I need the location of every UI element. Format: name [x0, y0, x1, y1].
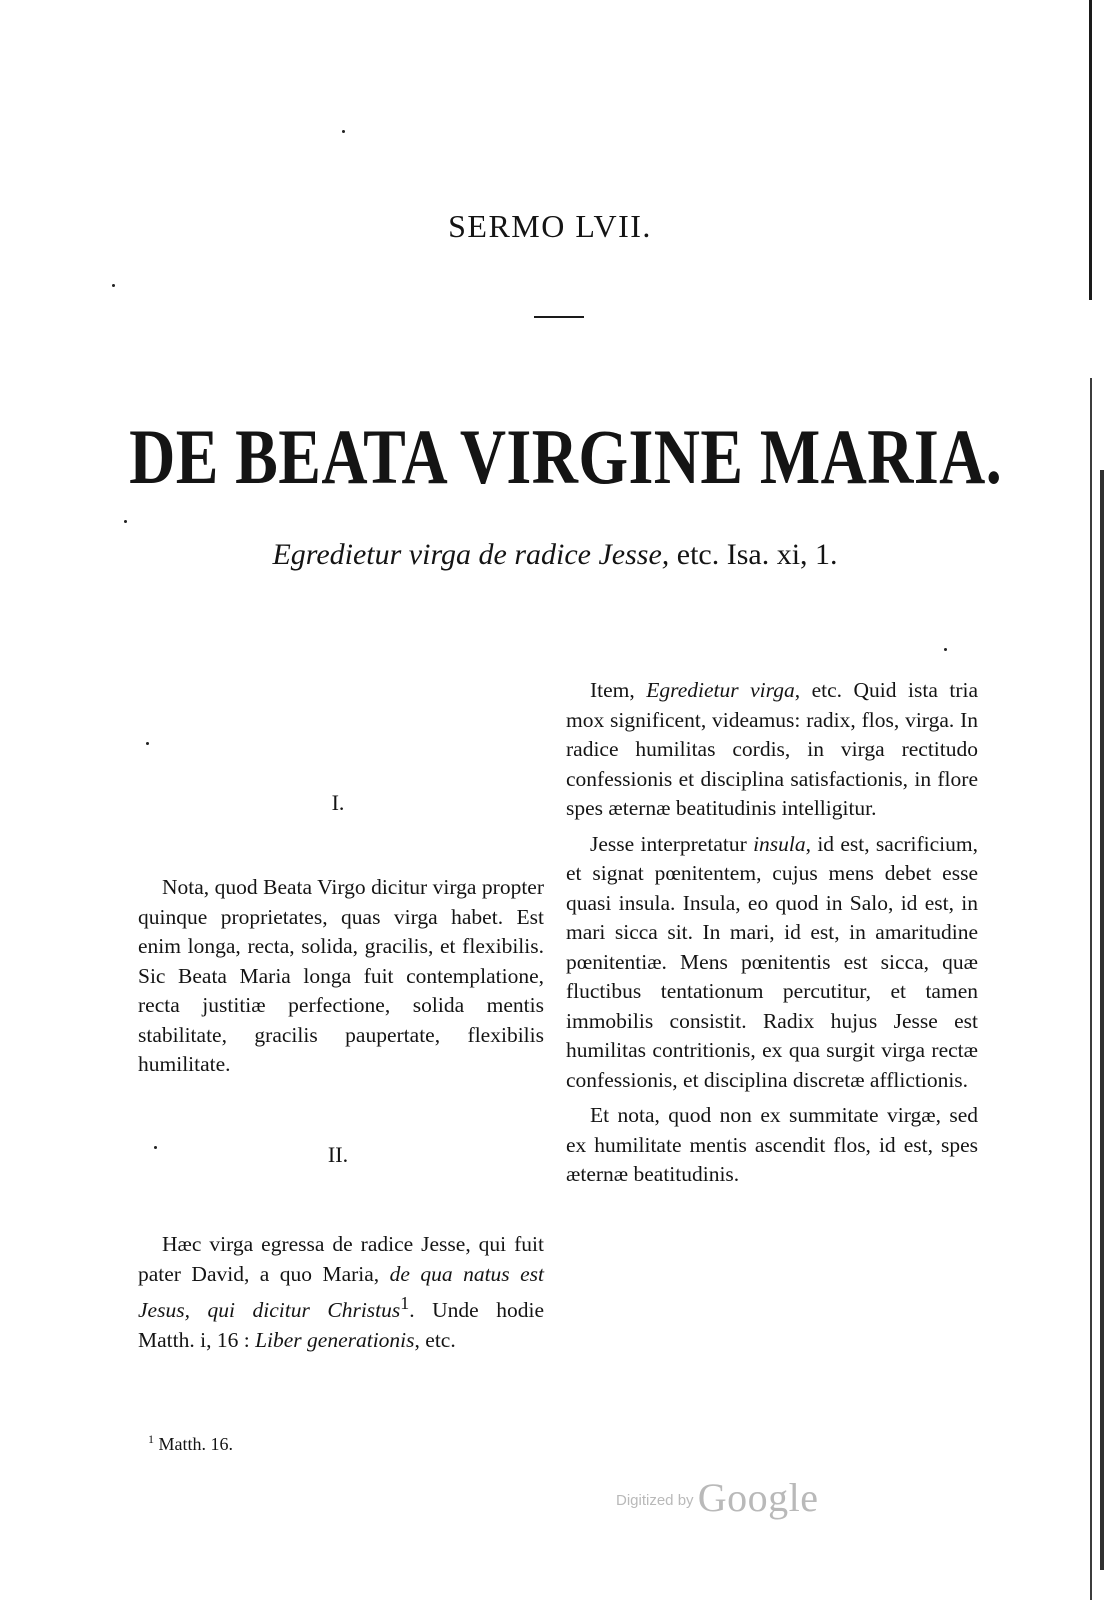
paragraph: Nota, quod Beata Virgo dicitur virga propter quinque proprietates, quas virga habet. Est enim longa, recta, solida, gracilis, et flexibilis. Sic Beata Maria longa fuit contemplatione, recta justitiæ perfectione, solida mentis stabilitate, gracilis paupertate, flexibilis humilitate.: [138, 875, 544, 1076]
scan-speck: [944, 648, 947, 651]
right-column: [566, 676, 978, 1190]
sermon-heading: SERMO LVII.: [448, 208, 652, 244]
footnote: [148, 1432, 233, 1455]
section-numeral-1: I.: [331, 790, 345, 815]
section-numeral-2: II.: [327, 1142, 349, 1167]
scan-speck: [124, 520, 127, 523]
scan-edge-line: [1089, 0, 1092, 300]
italic-quote: Egredietur virga: [646, 678, 795, 702]
paragraph: Jesse interpretatur insula, id est, sacrificium, et signat pœnitentem, cujus mens debet esse quasi insula. Insula, eo quod in Salo, id est, in mari sicca sit. In mari, id est, in amaritudine pœnitentiæ. Mens pœnitentis est sicca, quæ fluctibus tentationum percutitur, et tamen immobilis consistit. Radix hujus Jesse est humilitas contritionis, ex qua surgit virga rectæ confessionis, et disciplina discretæ afflictionis.: [566, 831, 978, 1092]
left-column-section-2: [138, 1230, 544, 1355]
italic-citation: de qua natus est Jesus, qui dicitur Christus: [138, 1261, 544, 1323]
paragraph: Et nota, quod non ex summitate virgæ, sed ex humilitate mentis ascendit flos, id est, spes æternæ beatitudinis.: [566, 1103, 978, 1186]
scan-speck: [154, 1146, 157, 1149]
footnote-reference: 1: [400, 1293, 410, 1313]
paragraph: Item, Egredietur virga, etc. Quid ista tria mox significent, videamus: radix, flos, virga. In radice humilitas cordis, in virga rectitudo confessionis et disciplina satisfactionis, in flore spes æternæ beatitudinis intelligitur.: [566, 678, 979, 820]
paragraph: Hæc virga egressa de radice Jesse, qui fuit pater David, a quo Maria, de qua natus est Jesus, qui dicitur Christus$^1$. Unde hodie Matth. i, 16 : Liber generationis, etc.: [138, 1232, 544, 1352]
footnote-mark: 1: [148, 1432, 154, 1446]
epigraph-reference: etc. Isa. xi, 1.: [669, 538, 838, 571]
epigraph-quote: Egredietur virga de radice Jesse,: [272, 538, 670, 571]
footnote-text: Matth. 16.: [154, 1434, 233, 1454]
scan-speck: [146, 742, 149, 745]
scan-edge-line: [1100, 470, 1104, 1570]
watermark-prefix: Digitized by: [616, 1492, 698, 1509]
page-title: DE BEATA VIRGINE MARIA.: [129, 413, 1003, 500]
italic-term: insula: [753, 831, 806, 856]
scan-speck: [112, 284, 115, 287]
heading-rule: [534, 316, 584, 318]
italic-citation: Liber generationis: [255, 1327, 415, 1352]
digitized-watermark: [616, 1474, 818, 1521]
scan-speck: [342, 130, 345, 133]
left-column-section-1: [138, 873, 544, 1080]
google-logo: Google: [697, 1475, 819, 1520]
epigraph: [0, 538, 1110, 572]
